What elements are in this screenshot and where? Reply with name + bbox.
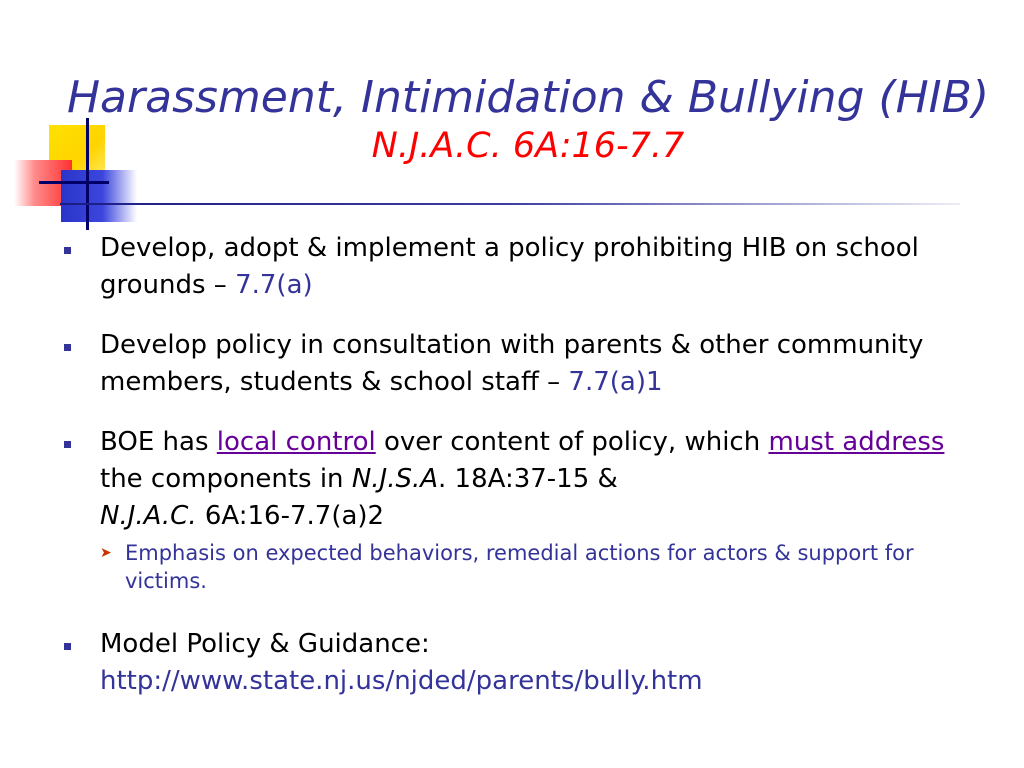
bullet-text: over content of policy, which xyxy=(384,427,761,457)
sub-bullet-item xyxy=(60,539,980,595)
statute-number: . 18A:37-15 & xyxy=(438,464,618,494)
title-block xyxy=(40,72,1016,168)
code-name: N.J.A.C. xyxy=(100,501,197,531)
bullet-item-boe xyxy=(60,424,980,595)
local-control-link[interactable]: local control xyxy=(216,427,376,457)
bullet-text: Develop policy in consultation with parents & other community members, students & school staff – xyxy=(100,330,924,397)
statute-name: N.J.S.A xyxy=(351,464,439,494)
arrow-bullet-icon: ➤ xyxy=(100,545,112,561)
decorative-horizontal-line xyxy=(39,181,109,184)
square-bullet-icon xyxy=(64,344,71,351)
square-bullet-icon xyxy=(64,247,71,254)
bullet-text: BOE has xyxy=(100,427,209,457)
sub-bullet-text: Emphasis on expected behaviors, remedial actions for actors & support for victims. xyxy=(125,541,914,593)
bullet-item-policy xyxy=(60,230,980,304)
bullet-text: the components in xyxy=(100,464,344,494)
bullet-item-consultation xyxy=(60,327,980,401)
must-address-link[interactable]: must address xyxy=(768,427,945,457)
bullet-reference: 7.7(a) xyxy=(235,270,313,300)
bullet-text: Model Policy & Guidance: xyxy=(100,629,430,659)
bullet-list xyxy=(60,230,980,723)
square-bullet-icon xyxy=(64,643,71,650)
square-bullet-icon xyxy=(64,441,71,448)
guidance-url-link[interactable]: http://www.state.nj.us/njded/parents/bully.htm xyxy=(100,666,703,696)
code-number: 6A:16-7.7(a)2 xyxy=(204,501,385,531)
bullet-text: Develop, adopt & implement a policy prohibiting HIB on school grounds – xyxy=(100,233,919,300)
slide-citation: N.J.A.C. 6A:16-7.7 xyxy=(371,126,685,166)
bullet-reference: 7.7(a)1 xyxy=(568,367,663,397)
decorative-blue-square xyxy=(61,170,137,222)
bullet-item-model-policy xyxy=(60,626,980,700)
title-divider xyxy=(60,203,960,205)
slide-title: Harassment, Intimidation & Bullying (HIB) xyxy=(66,72,990,123)
